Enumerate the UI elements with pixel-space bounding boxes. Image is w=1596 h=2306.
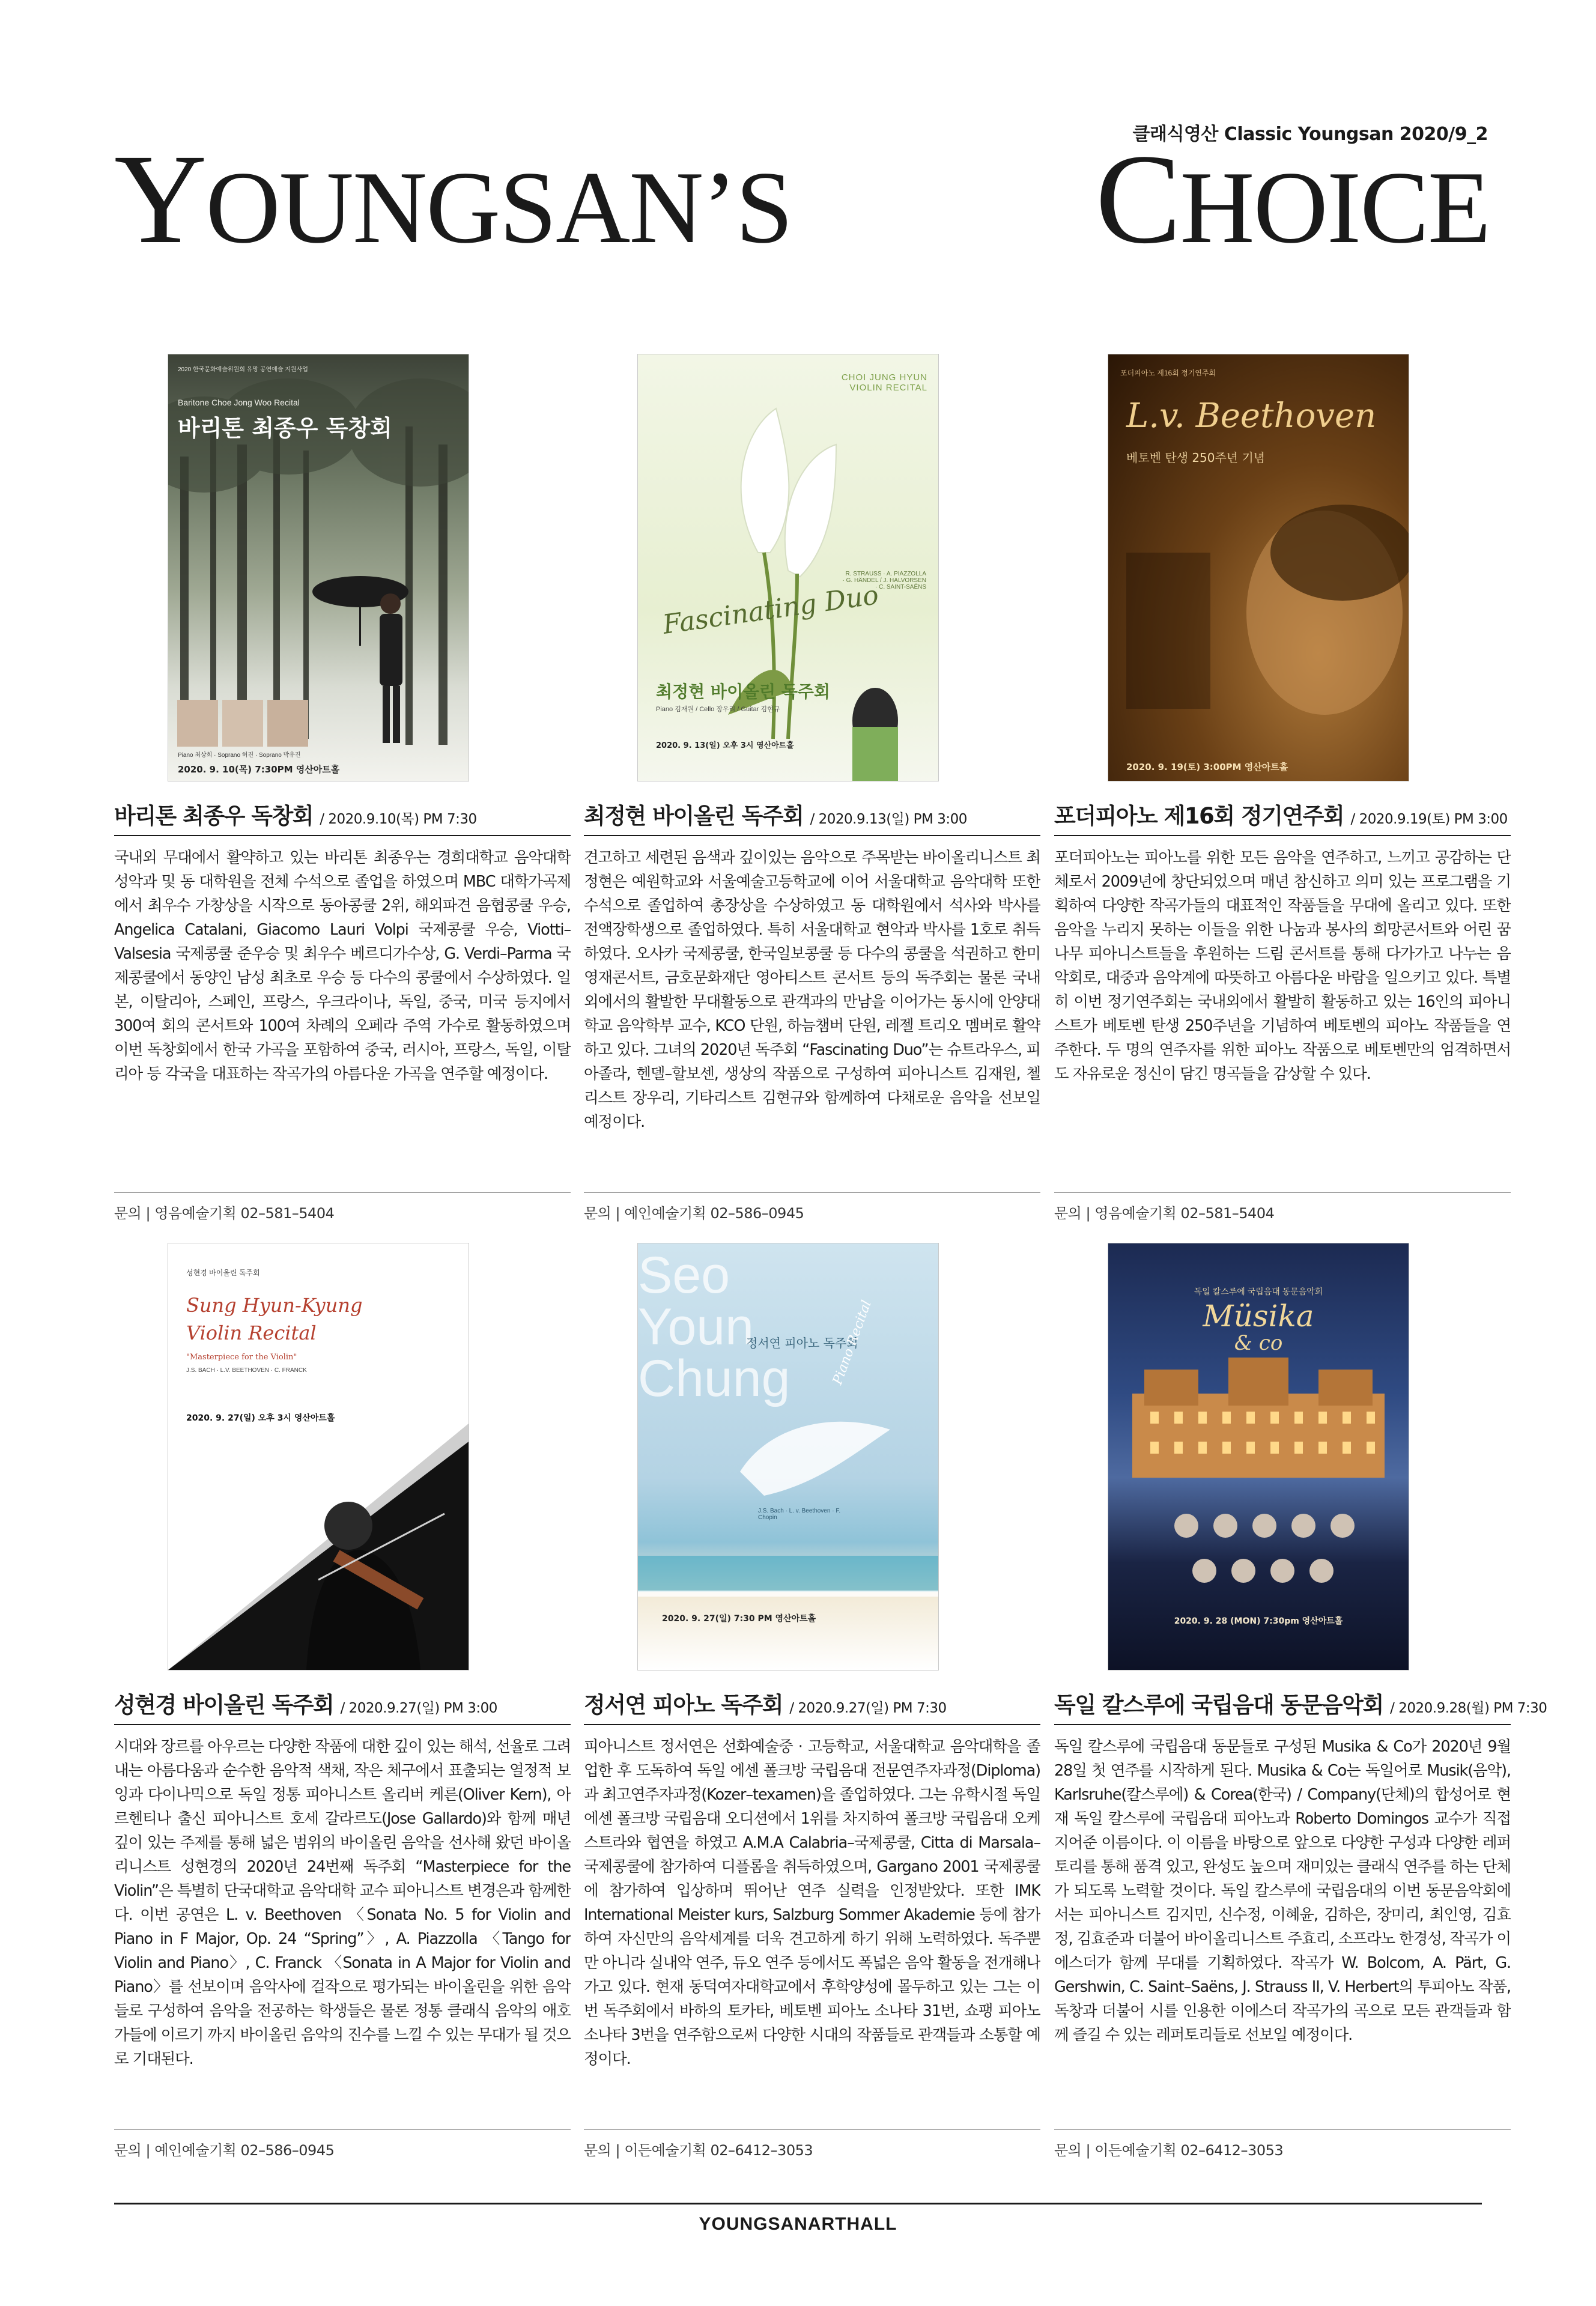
article-title: 정서연 피아노 독주회 [584,1692,783,1718]
poster-title: 베토벤 탄생 250주년 기념 [1126,451,1266,465]
poster-subtitle: "Masterpiece for the Violin" [186,1353,297,1362]
article-for-the-piano [1054,354,1511,1230]
article-headline [584,798,1040,836]
poster-script: Piano Recital [830,1298,875,1387]
poster-performers: Piano 최상희 · Soprano 허진 · Soprano 박유진 [178,752,301,759]
poster-date: 2020. 9. 10(목) 7:30PM 영산아트홀 [178,764,340,775]
article-headline [1054,1687,1547,1725]
poster-title: 최정현 바이올린 독주회 [656,682,830,702]
article-headline [1054,798,1511,836]
footer-brand: YOUNGSANARTHALL [699,2214,897,2234]
article-contact: 문의 | 이든예술기획 02–6412–3053 [584,2129,1040,2159]
poster-date: 2020. 9. 27(일) 7:30 PM 영산아트홀 [662,1614,816,1624]
article-date: / 2020.9.27(일) PM 3:00 [340,1701,497,1716]
poster-big-3: Chung [638,1350,790,1407]
article-title: 포더피아노 제16회 정기연주회 [1054,803,1344,829]
article-body: 포더피아노는 피아노를 위한 모든 음악을 연주하고, 느끼고 공감하는 단체로서 2009년에 창단되었으며 매년 참신하고 의미 있는 프로그램을 기획하여 다양한 작곡가들의 대표적인 작품들을 무대에 올리고 있다. 또한 음악을 누리지 못하는 이들을 위한 나눔과 봉사의 희망콘서트와 어린 꿈나무 피아니스트들을 후원하는 드림 콘서트를 통해 다가가고 나누는 음악회로, 대중과 음악계에 따뜻하고 아름다운 바람을 일으키고 있다. 특별히 이번 정기연주회는 국내외에서 활발히 활동하고 있는 16인의 피아니스트가 베토벤 탄생 250주년을 기념하여 베토벤의 피아노 작품들을 연주한다. 두 명의 연주자를 위한 피아노 작품으로 베토벤만의 엄격하면서도 자유로운 정신이 담긴 명곡들을 감상할 수 있다. [1054,849,1511,1083]
article-body: 시대와 장르를 아우르는 다양한 작품에 대한 깊이 있는 해석, 선율로 그려내는 아름다움과 순수한 음악적 색채, 작은 체구에서 표출되는 열정적 보잉과 다이나믹으로 독일 정통 피아니스트 올리버 케른(Oliver Kern), 아르헨티나 출신 피아니스트 호세 갈라르도(Jose Gallardo)와 함께 매년 깊이 있는 주제를 통해 넓은 범위의 바이올린 음악을 선사해 왔던 바이올리니스트 성현경의 2020년 24번째 독주회 “Masterpiece for the Violin”은 특별히 단국대학교 음악대학 교수 피아니스트 변경은과 함께한다. 이번 공연은 L. v. Beethoven 〈Sonata No. 5 for Violin and Piano in F Major, Op. 24 “Spring”〉, A. Piazzolla 〈Tango for Violin and Piano〉, C. Franck 〈Sonata in A Major for Violin and Piano〉를 선보이며 음악사에 걸작으로 평가되는 바이올린을 위한 음악들로 구성하여 음악을 전공하는 학생들은 물론 정통 클래식 음악의 애호가들에 이르기 까지 바이올린 음악의 진수를 느낄 수 있는 무대가 될 것으로 기대된다. [114,1738,571,2068]
masthead-apos-s: ’S [702,151,792,265]
poster-choi-violin [638,354,938,781]
article-contact: 문의 | 예인예술기획 02–586–0945 [584,1192,1040,1222]
poster-sung-violin [168,1243,469,1670]
poster-script-1: Müsika [1203,1299,1314,1334]
poster-composers: J.S. BACH · L.V. BEETHOVEN · C. FRANCK [186,1367,307,1374]
footer-divider [114,2203,1482,2204]
poster-top-line: CHOI JUNG HYUN VIOLIN RECITAL [841,372,927,393]
poster-script: Fascinating Duo [661,580,881,640]
poster-subtitle: Baritone Choe Jong Woo Recital [178,398,300,407]
masthead-oungsan: OUNGSAN [205,151,703,265]
poster-date: 2020. 9. 13(일) 오후 3시 영산아트홀 [656,741,794,750]
article-piano-chung [584,1243,1040,2167]
poster-script-2: & co [1234,1331,1283,1355]
poster-top-line: 2020 한국문화예술위원회 유망 공연예술 지원사업 [178,366,308,373]
article-body: 국내외 무대에서 활약하고 있는 바리톤 최종우는 경희대학교 음악대학 성악과 및 동 대학원을 전체 수석으로 졸업을 하였으며 MBC 대학가곡제에서 최우수 가창상을 시작으로 동아콩쿨 2위, 해외파견 음협콩쿨 우승, Angelica Catalani, Giacomo Lauri Volpi 국제콩쿨 우승, Viotti–Valsesia 국제콩쿨 준우승 및 최우수 베르디가수상, G. Verdi–Parma 국제콩쿨에서 동양인 남성 최초로 우승 등 다수의 콩쿨에서 수상하였다. 일본, 이탈리아, 스페인, 프랑스, 우크라이나, 독일, 중국, 미국 등지에서 300여 회의 콘서트와 100여 차례의 오페라 주역 가수로 활동하였으며 이번 독창회에서 한국 가곡을 포함하여 중국, 러시아, 프랑스, 독일, 이탈리아 등 각국을 대표하는 작곡가의 아름다운 가곡을 연주할 예정이다. [114,849,571,1083]
article-date: / 2020.9.27(일) PM 7:30 [789,1701,947,1716]
poster-composers: R. STRAUSS · A. PIAZZOLLA · G. HÄNDEL / J. HALVORSEN · C. SAINT-SAËNS [842,571,926,590]
article-headline [584,1687,1040,1725]
article-contact: 문의 | 이든예술기획 02–6412–3053 [1054,2129,1511,2159]
poster-baritone [168,354,469,781]
article-body: 피아니스트 정서연은 선화예술중 · 고등학교, 서울대학교 음악대학을 졸업한 후 도독하여 독일 에센 폴크방 국립음대 전문연주자과정(Diploma)과 최고연주자과정(Kozer–texamen)을 졸업하였다. 그는 유학시절 독일 에센 폴크방 국립음대 오디션에서 1위를 차지하여 폴크방 국립음대 오케스트라와 협연을 하였고 A.M.A Calabria–국제콩쿨, Citta di Marsala–국제콩쿨에 참가하여 디플롬을 취득하였으며, Gargano 2001 국제콩쿨에 참가하여 입상하며 뛰어난 연주 실력을 인정받았다. 또한 IMK International Meister kurs, Salzburg Sommer Akademie 등에 참가하여 자신만의 음악세계를 더욱 견고하게 하기 위해 노력하였다. 독주뿐만 아니라 실내악 연주, 듀오 연주 등에서도 폭넓은 음악 활동을 전개해나가고 있다. 현재 동덕여자대학교에서 후학양성에 몰두하고 있는 그는 이번 독주회에서 바하의 토카타, 베토벤 피아노 소나타 31번, 쇼팽 피아노 소나타 3번을 연주함으로써 다양한 시대의 작품들로 관객들과 소통할 예정이다. [584,1738,1040,2068]
article-karlsruhe-alumni [1054,1243,1547,2167]
article-headline [114,798,571,836]
poster-big-1: Seo [638,1246,730,1304]
article-contact: 문의 | 영음예술기획 02–581–5404 [114,1192,571,1222]
poster-beethoven [1108,354,1409,781]
poster-top-line: 성현경 바이올린 독주회 [186,1269,260,1277]
article-contact: 문의 | 영음예술기획 02–581–5404 [1054,1192,1511,1222]
article-baritone-recital [114,354,571,1230]
article-contact: 문의 | 예인예술기획 02–586–0945 [114,2129,571,2159]
poster-date: 2020. 9. 27(일) 오후 3시 영산아트홀 [186,1413,335,1423]
poster-date: 2020. 9. 19(토) 3:00PM 영산아트홀 [1126,762,1288,772]
poster-script: Sung Hyun-Kyung Violin Recital [186,1294,363,1344]
article-title: 바리톤 최종우 독창회 [114,803,313,829]
poster-big-2: Youn [638,1298,754,1356]
poster-script: L.v. Beethoven [1126,396,1377,435]
article-title: 독일 칼스루에 국립음대 동문음악회 [1054,1692,1383,1718]
poster-title: 바리톤 최종우 독창회 [178,415,392,441]
article-body: 견고하고 세련된 음색과 깊이있는 음악으로 주목받는 바이올리니스트 최정현은 예원학교와 서울예술고등학교에 이어 서울대학교 음악대학 또한 수석으로 졸업하여 총장상을 수상하였고 동 대학원에서 석사와 박사를 전액장학생으로 졸업하였다. 특히 서울대학교 현악과 박사를 1호로 취득하였다. 오사카 국제콩쿨, 한국일보콩쿨 등 다수의 콩쿨을 석권하고 한미 영재콘서트, 금호문화재단 영아티스트 콘서트 등의 독주회는 물론 국내외에서의 활발한 무대활동으로 관객과의 만남을 이어가는 동시에 안양대학교 음악학부 교수, KCO 단원, 하늠챔버 단원, 레젤 트리오 멤버로 활약하고 있다. 그녀의 2020년 독주회 “Fascinating Duo”는 슈트라우스, 피아졸라, 헨델–할보센, 생상의 작품으로 구성하여 피아니스트 김재원, 첼리스트 장우리, 기타리스트 김현규와 함께하여 다채로운 음악을 선보일 예정이다. [584,849,1040,1131]
poster-musika [1108,1243,1409,1670]
article-date: / 2020.9.13(일) PM 3:00 [810,812,967,827]
article-title: 최정현 바이올린 독주회 [584,803,804,829]
article-headline [114,1687,571,1725]
poster-title: 정서연 피아노 독주회 [746,1336,858,1350]
article-violin-choi [584,354,1040,1230]
masthead-y: Y [114,128,206,270]
poster-chung-piano [638,1243,938,1670]
poster-composers: J.S. Bach · L. v. Beethoven · F. Chopin [758,1508,841,1521]
masthead-c: C [1095,128,1180,270]
masthead-hoice: HOICE [1180,151,1490,265]
article-body: 독일 칼스루에 국립음대 동문들로 구성된 Musika & Co가 2020년 9월 28일 첫 연주를 시작하게 된다. Musika & Co는 독일어로 Musik(음악), Karlsruhe(칼스루에) & Corea(한국) / Company(단체)의 합성어로 현재 독일 칼스루에 국립음대 피아노과 Roberto Domingos 교수가 직접 지어준 이름이다. 이 이름을 바탕으로 앞으로 다양한 구성과 다양한 레퍼토리를 통해 품격 있고, 완성도 높으며 재미있는 클래식 연주를 하는 단체가 되도록 노력할 것이다. 독일 칼스루에 국립음대의 이번 동문음악회에서는 피아니스트 김지민, 신수정, 이혜윤, 김하은, 장미리, 최인영, 김효정, 김효준과 더불어 바이올리니스트 주효리, 소프라노 한경성, 작곡가 이에스더가 함께 무대를 기획하였다. 작곡가 W. Bolcom, A. Pärt, G. Gershwin, C. Saint–Saëns, J. Strauss II, V. Herbert의 투피아노 작품, 독창과 더불어 시를 인용한 이에스더 작곡가의 곡으로 모든 관객들과 함께 즐길 수 있는 레퍼토리들로 선보일 예정이다. [1054,1738,1511,2044]
poster-performers: Piano 김재원 / Cello 장우리 / Guitar 김현규 [656,706,780,713]
poster-date: 2020. 9. 28 (MON) 7:30pm 영산아트홀 [1174,1616,1343,1626]
article-title: 성현경 바이올린 독주회 [114,1692,334,1718]
article-violin-sung [114,1243,571,2167]
article-date: / 2020.9.28(월) PM 7:30 [1390,1701,1547,1716]
calla-lily-illustration [638,354,938,781]
article-date: / 2020.9.10(목) PM 7:30 [320,812,477,827]
poster-top-line: 포더피아노 제16회 정기연주회 [1120,369,1216,377]
poster-top-line: 독일 칼스루에 국립음대 동문음악회 [1194,1287,1323,1296]
article-date: / 2020.9.19(토) PM 3:00 [1350,812,1508,827]
issue-line: 클래식영산 Classic Youngsan 2020/9_2 [1132,124,1488,145]
